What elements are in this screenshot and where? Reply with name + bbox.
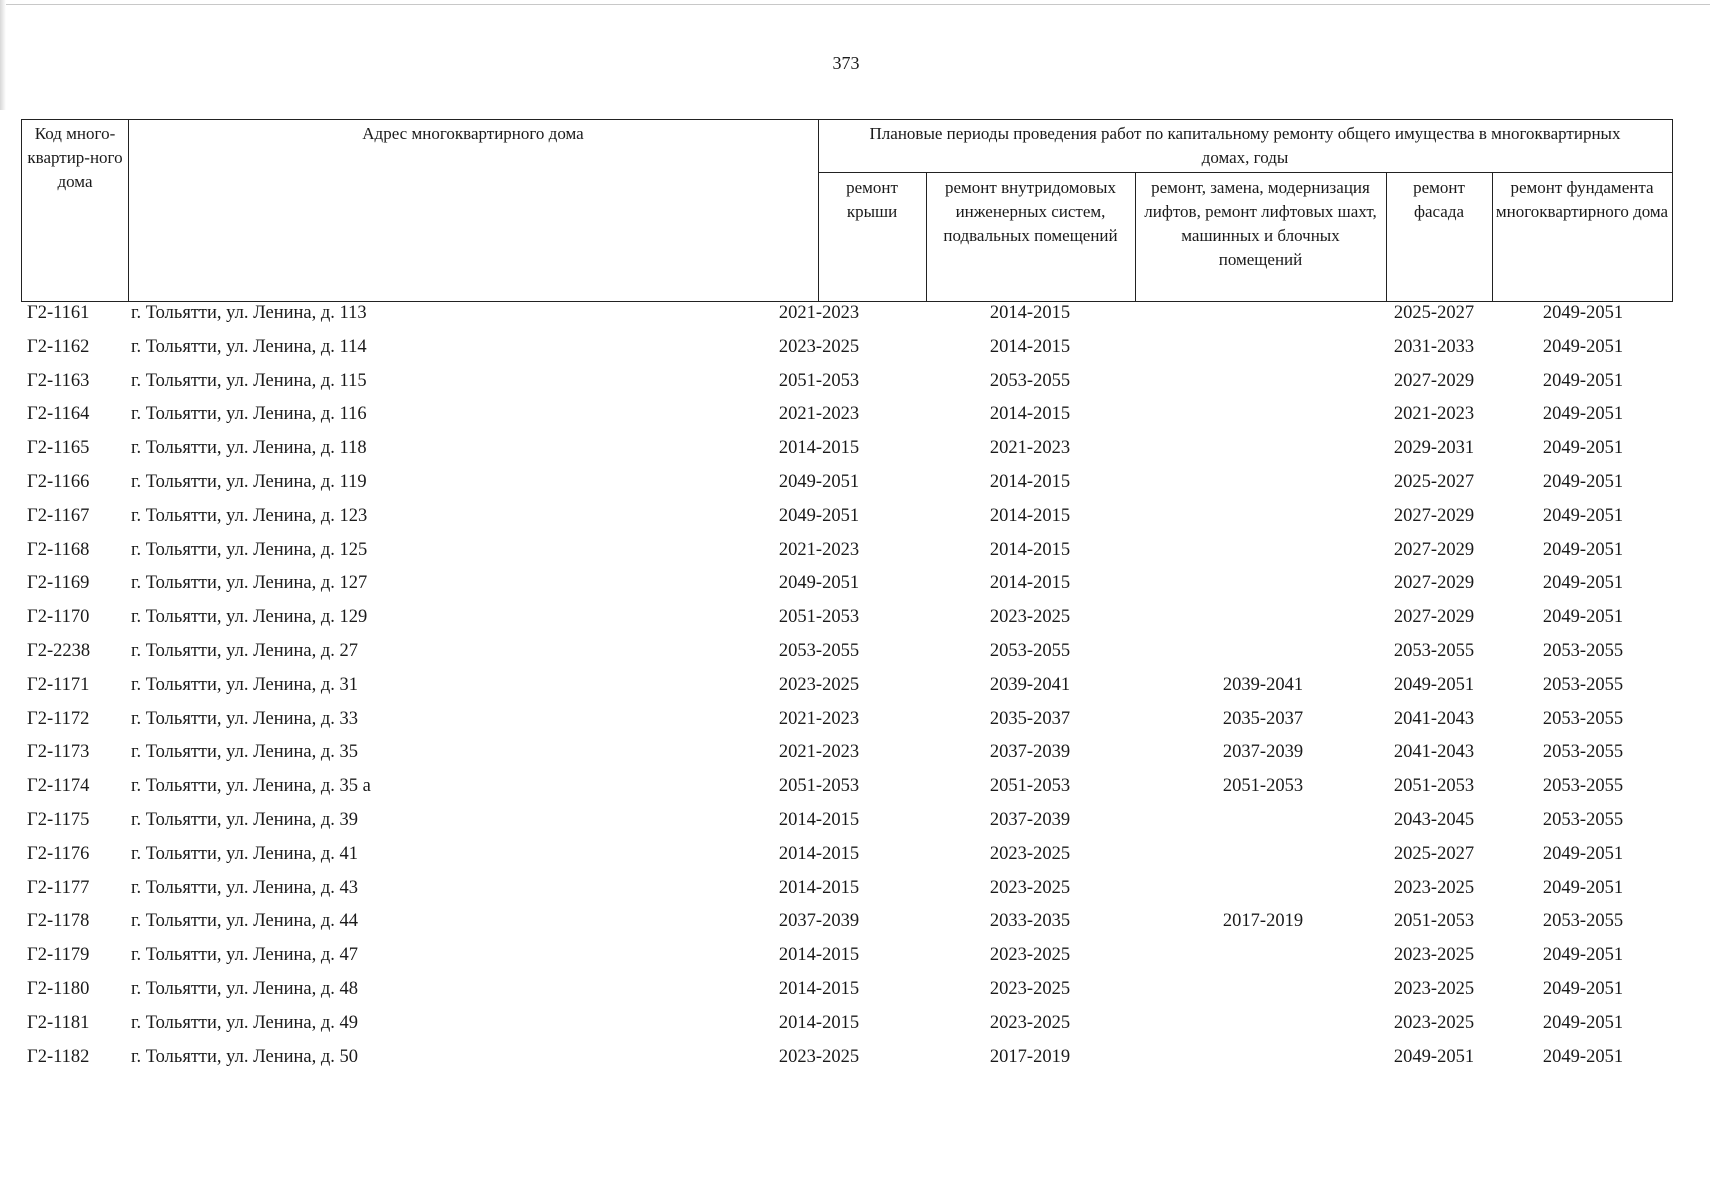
- cell-address: г. Тольятти, ул. Ленина, д. 125: [131, 539, 368, 560]
- cell-code: Г2-1165: [27, 438, 90, 459]
- cell-roof: 2014-2015: [778, 877, 860, 898]
- cell-roof: 2051-2053: [778, 370, 860, 391]
- cell-engineering: 2051-2053: [989, 776, 1071, 797]
- header-lifts: ремонт, замена, модернизация лифтов, ремонт лифтовых шахт, машинных и блочных помещений: [1144, 178, 1377, 269]
- cell-address: г. Тольятти, ул. Ленина, д. 41: [131, 843, 359, 864]
- cell-engineering: 2014-2015: [989, 505, 1071, 526]
- cell-engineering: 2033-2035: [989, 911, 1071, 932]
- cell-roof: 2021-2023: [778, 539, 860, 560]
- cell-engineering: 2014-2015: [989, 471, 1071, 492]
- cell-foundation: 2049-2051: [1542, 404, 1624, 425]
- cell-address: г. Тольятти, ул. Ленина, д. 127: [131, 573, 368, 594]
- cell-code: Г2-1179: [27, 945, 90, 966]
- cell-facade: 2043-2045: [1393, 809, 1475, 830]
- cell-lifts: 2035-2037: [1222, 708, 1304, 729]
- cell-address: г. Тольятти, ул. Ленина, д. 35: [131, 742, 359, 763]
- cell-code: Г2-1163: [27, 370, 90, 391]
- cell-facade: 2023-2025: [1393, 945, 1475, 966]
- cell-address: г. Тольятти, ул. Ленина, д. 119: [131, 471, 367, 492]
- cell-roof: 2023-2025: [778, 1046, 860, 1067]
- cell-code: Г2-1168: [27, 539, 90, 560]
- cell-facade: 2027-2029: [1393, 539, 1475, 560]
- cell-facade: 2023-2025: [1393, 978, 1475, 999]
- cell-address: г. Тольятти, ул. Ленина, д. 123: [131, 505, 368, 526]
- cell-roof: 2023-2025: [778, 336, 860, 357]
- cell-address: г. Тольятти, ул. Ленина, д. 50: [131, 1046, 359, 1067]
- cell-facade: 2025-2027: [1393, 843, 1475, 864]
- cell-roof: 2053-2055: [778, 640, 860, 661]
- cell-roof: 2021-2023: [778, 708, 860, 729]
- cell-foundation: 2049-2051: [1542, 607, 1624, 628]
- cell-engineering: 2014-2015: [989, 539, 1071, 560]
- cell-foundation: 2049-2051: [1542, 1046, 1624, 1067]
- cell-roof: 2021-2023: [778, 742, 860, 763]
- table-body: [21, 300, 1681, 1077]
- table-row: [21, 570, 1681, 604]
- cell-facade: 2041-2043: [1393, 742, 1475, 763]
- table-row: [21, 435, 1681, 469]
- cell-address: г. Тольятти, ул. Ленина, д. 43: [131, 877, 359, 898]
- cell-roof: 2021-2023: [778, 404, 860, 425]
- header-roof: ремонт крыши: [846, 178, 898, 221]
- cell-code: Г2-1166: [27, 471, 90, 492]
- cell-roof: 2014-2015: [778, 843, 860, 864]
- table-row: [21, 638, 1681, 672]
- cell-facade: 2023-2025: [1393, 877, 1475, 898]
- cell-engineering: 2023-2025: [989, 945, 1071, 966]
- cell-engineering: 2023-2025: [989, 607, 1071, 628]
- cell-code: Г2-1167: [27, 505, 90, 526]
- cell-lifts: 2051-2053: [1222, 776, 1304, 797]
- header-code: Код много-квартир-ного дома: [27, 124, 123, 191]
- cell-facade: 2023-2025: [1393, 1012, 1475, 1033]
- cell-facade: 2053-2055: [1393, 640, 1475, 661]
- cell-engineering: 2014-2015: [989, 303, 1071, 323]
- cell-facade: 2051-2053: [1393, 911, 1475, 932]
- cell-code: Г2-1172: [27, 708, 90, 729]
- cell-code: Г2-1182: [27, 1046, 90, 1067]
- cell-foundation: 2053-2055: [1542, 674, 1624, 695]
- cell-foundation: 2049-2051: [1542, 1012, 1624, 1033]
- cell-lifts: 2037-2039: [1222, 742, 1304, 763]
- cell-engineering: 2014-2015: [989, 336, 1071, 357]
- cell-engineering: 2037-2039: [989, 742, 1071, 763]
- cell-engineering: 2035-2037: [989, 708, 1071, 729]
- cell-code: Г2-1170: [27, 607, 90, 628]
- cell-address: г. Тольятти, ул. Ленина, д. 114: [131, 336, 367, 357]
- cell-code: Г2-1171: [27, 674, 90, 695]
- table-row: [21, 1044, 1681, 1078]
- cell-foundation: 2049-2051: [1542, 370, 1624, 391]
- cell-roof: 2014-2015: [778, 438, 860, 459]
- cell-code: Г2-1177: [27, 877, 90, 898]
- table-row: [21, 841, 1681, 875]
- cell-code: Г2-1169: [27, 573, 90, 594]
- cell-facade: 2027-2029: [1393, 573, 1475, 594]
- cell-foundation: 2049-2051: [1542, 505, 1624, 526]
- table-row: [21, 401, 1681, 435]
- cell-foundation: 2053-2055: [1542, 776, 1624, 797]
- cell-facade: 2027-2029: [1393, 505, 1475, 526]
- header-engineering: ремонт внутридомовых инженерных систем, подвальных помещений: [943, 178, 1118, 245]
- cell-address: г. Тольятти, ул. Ленина, д. 47: [131, 945, 359, 966]
- table-row: [21, 368, 1681, 402]
- table-row: [21, 300, 1681, 334]
- table-row: [21, 334, 1681, 368]
- cell-foundation: 2053-2055: [1542, 640, 1624, 661]
- cell-address: г. Тольятти, ул. Ленина, д. 113: [131, 303, 367, 323]
- cell-foundation: 2049-2051: [1542, 438, 1624, 459]
- table-row: [21, 469, 1681, 503]
- cell-code: Г2-1176: [27, 843, 90, 864]
- cell-code: Г2-1162: [27, 336, 90, 357]
- cell-code: Г2-1180: [27, 978, 90, 999]
- cell-foundation: 2053-2055: [1542, 809, 1624, 830]
- cell-foundation: 2053-2055: [1542, 708, 1624, 729]
- divider: [128, 120, 129, 301]
- cell-facade: 2049-2051: [1393, 674, 1475, 695]
- cell-roof: 2014-2015: [778, 945, 860, 966]
- cell-facade: 2027-2029: [1393, 607, 1475, 628]
- cell-code: Г2-1173: [27, 742, 90, 763]
- header-periods: Плановые периоды проведения работ по капитальному ремонту общего имущества в многоквартирных домах, годы: [869, 124, 1621, 167]
- cell-lifts: 2017-2019: [1222, 911, 1304, 932]
- cell-facade: 2031-2033: [1393, 336, 1475, 357]
- header-foundation: ремонт фундамента многоквартирного дома: [1495, 178, 1669, 221]
- cell-foundation: 2049-2051: [1542, 843, 1624, 864]
- cell-engineering: 2023-2025: [989, 978, 1071, 999]
- cell-address: г. Тольятти, ул. Ленина, д. 35 а: [131, 776, 371, 797]
- scan-top-rule: [0, 4, 1710, 5]
- cell-facade: 2041-2043: [1393, 708, 1475, 729]
- table-row: [21, 672, 1681, 706]
- cell-address: г. Тольятти, ул. Ленина, д. 27: [131, 640, 359, 661]
- cell-foundation: 2049-2051: [1542, 978, 1624, 999]
- table-row: [21, 503, 1681, 537]
- cell-address: г. Тольятти, ул. Ленина, д. 49: [131, 1012, 359, 1033]
- table-row: [21, 807, 1681, 841]
- cell-address: г. Тольятти, ул. Ленина, д. 31: [131, 674, 359, 695]
- cell-address: г. Тольятти, ул. Ленина, д. 129: [131, 607, 368, 628]
- table-row: [21, 942, 1681, 976]
- table-header: [21, 119, 1673, 302]
- cell-engineering: 2014-2015: [989, 573, 1071, 594]
- cell-engineering: 2021-2023: [989, 438, 1071, 459]
- cell-foundation: 2049-2051: [1542, 877, 1624, 898]
- cell-code: Г2-1175: [27, 809, 90, 830]
- cell-engineering: 2023-2025: [989, 1012, 1071, 1033]
- table-row: [21, 706, 1681, 740]
- cell-address: г. Тольятти, ул. Ленина, д. 115: [131, 370, 367, 391]
- cell-engineering: 2053-2055: [989, 370, 1071, 391]
- cell-engineering: 2023-2025: [989, 877, 1071, 898]
- cell-code: Г2-1174: [27, 776, 90, 797]
- cell-code: Г2-1161: [27, 303, 90, 323]
- cell-lifts: 2039-2041: [1222, 674, 1304, 695]
- cell-facade: 2025-2027: [1393, 303, 1475, 323]
- cell-foundation: 2053-2055: [1542, 742, 1624, 763]
- cell-roof: 2023-2025: [778, 674, 860, 695]
- table-row: [21, 537, 1681, 571]
- page-number: 373: [832, 53, 860, 73]
- cell-engineering: 2017-2019: [989, 1046, 1071, 1067]
- cell-roof: 2049-2051: [778, 471, 860, 492]
- cell-facade: 2025-2027: [1393, 471, 1475, 492]
- cell-roof: 2049-2051: [778, 505, 860, 526]
- cell-facade: 2051-2053: [1393, 776, 1475, 797]
- cell-engineering: 2037-2039: [989, 809, 1071, 830]
- table-row: [21, 739, 1681, 773]
- cell-address: г. Тольятти, ул. Ленина, д. 118: [131, 438, 367, 459]
- cell-facade: 2021-2023: [1393, 404, 1475, 425]
- cell-roof: 2051-2053: [778, 607, 860, 628]
- cell-engineering: 2023-2025: [989, 843, 1071, 864]
- header-facade: ремонт фасада: [1413, 178, 1465, 221]
- cell-address: г. Тольятти, ул. Ленина, д. 39: [131, 809, 359, 830]
- cell-code: Г2-2238: [27, 640, 91, 661]
- cell-roof: 2014-2015: [778, 809, 860, 830]
- divider: [818, 172, 1672, 173]
- table-row: [21, 908, 1681, 942]
- cell-facade: 2029-2031: [1393, 438, 1475, 459]
- cell-facade: 2049-2051: [1393, 1046, 1475, 1067]
- cell-roof: 2051-2053: [778, 776, 860, 797]
- cell-engineering: 2039-2041: [989, 674, 1071, 695]
- cell-foundation: 2049-2051: [1542, 336, 1624, 357]
- cell-foundation: 2049-2051: [1542, 945, 1624, 966]
- table-row: [21, 875, 1681, 909]
- cell-address: г. Тольятти, ул. Ленина, д. 48: [131, 978, 359, 999]
- header-address: Адрес многоквартирного дома: [362, 124, 584, 143]
- cell-foundation: 2049-2051: [1542, 573, 1624, 594]
- cell-foundation: 2049-2051: [1542, 303, 1624, 323]
- cell-roof: 2049-2051: [778, 573, 860, 594]
- cell-engineering: 2053-2055: [989, 640, 1071, 661]
- cell-code: Г2-1164: [27, 404, 90, 425]
- cell-roof: 2014-2015: [778, 978, 860, 999]
- cell-code: Г2-1181: [27, 1012, 90, 1033]
- cell-foundation: 2053-2055: [1542, 911, 1624, 932]
- table-row: [21, 773, 1681, 807]
- cell-facade: 2027-2029: [1393, 370, 1475, 391]
- cell-foundation: 2049-2051: [1542, 471, 1624, 492]
- cell-address: г. Тольятти, ул. Ленина, д. 44: [131, 911, 359, 932]
- cell-roof: 2021-2023: [778, 303, 860, 323]
- cell-address: г. Тольятти, ул. Ленина, д. 33: [131, 708, 359, 729]
- cell-address: г. Тольятти, ул. Ленина, д. 116: [131, 404, 367, 425]
- table-row: [21, 976, 1681, 1010]
- cell-foundation: 2049-2051: [1542, 539, 1624, 560]
- cell-engineering: 2014-2015: [989, 404, 1071, 425]
- cell-code: Г2-1178: [27, 911, 90, 932]
- table-row: [21, 1010, 1681, 1044]
- cell-roof: 2037-2039: [778, 911, 860, 932]
- cell-roof: 2014-2015: [778, 1012, 860, 1033]
- table-row: [21, 604, 1681, 638]
